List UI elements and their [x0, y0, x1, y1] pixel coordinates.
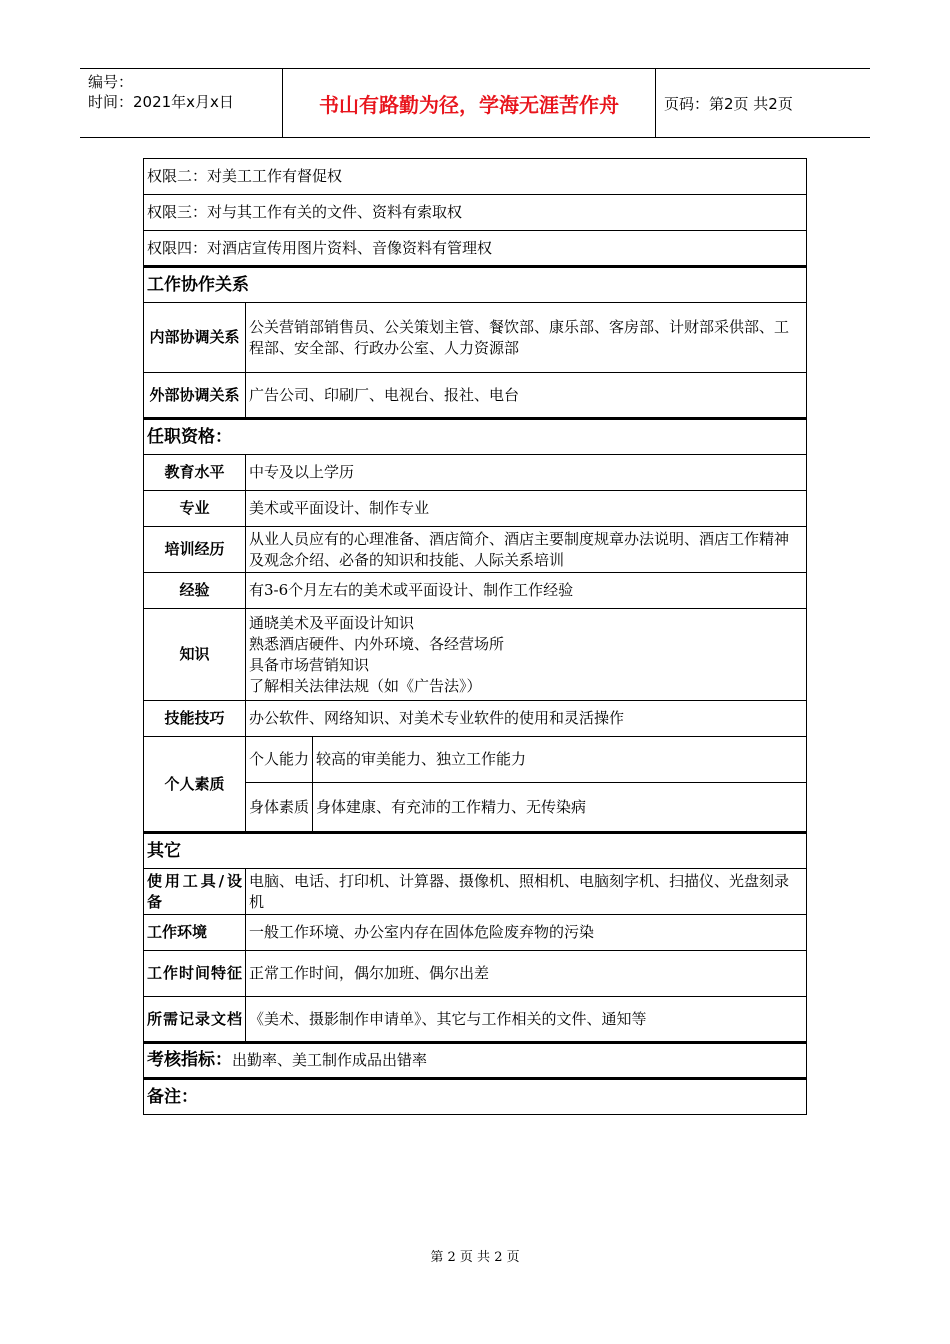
- knowledge-label: 知识: [144, 609, 246, 701]
- education-value: 中专及以上学历: [246, 455, 807, 491]
- header-slogan: 书山有路勤为径，学海无涯苦作舟: [283, 69, 656, 137]
- assessment-label: 考核指标：: [147, 1050, 232, 1070]
- training-label: 培训经历: [144, 527, 246, 573]
- physical-value: 身体建康、有充沛的工作精力、无传染病: [313, 783, 807, 833]
- work-time-value: 正常工作时间，偶尔加班、偶尔出差: [246, 951, 807, 997]
- job-description-table: [143, 158, 807, 1115]
- knowledge-line: 了解相关法律法规（如《广告法》）: [249, 676, 482, 695]
- skills-value: 办公软件、网络知识、对美术专业软件的使用和灵活操作: [246, 701, 807, 737]
- major-value: 美术或平面设计、制作专业: [246, 491, 807, 527]
- remarks-label: 备注：: [144, 1079, 807, 1115]
- page-footer: 第 2 页 共 2 页: [430, 1250, 520, 1265]
- knowledge-line: 通晓美术及平面设计知识: [249, 613, 415, 632]
- document-number: 编号：: [88, 73, 134, 91]
- records-value: 《美术、摄影制作申请单》、其它与工作相关的文件、通知等: [246, 997, 807, 1043]
- training-value: 从业人员应有的心理准备、酒店简介、酒店主要制度规章办法说明、酒店工作精神及观念介绍、必备的知识和技能、人际关系培训: [246, 527, 807, 573]
- ability-value: 较高的审美能力、独立工作能力: [313, 737, 807, 783]
- permission-3: 权限三：对与其工作有关的文件、资料有索取权: [144, 195, 807, 231]
- tools-label: 使用工具/设备: [144, 869, 246, 915]
- document-time: 时间：2021年x月x日: [88, 93, 234, 111]
- knowledge-line: 具备市场营销知识: [249, 655, 370, 674]
- knowledge-value: [246, 609, 807, 701]
- ability-label: 个人能力: [246, 737, 313, 783]
- work-env-value: 一般工作环境、办公室内存在固体危险废弃物的污染: [246, 915, 807, 951]
- cooperation-title: 工作协作关系: [144, 267, 807, 303]
- internal-coordination-label: 内部协调关系: [144, 303, 246, 373]
- work-env-label: 工作环境: [144, 915, 246, 951]
- qualifications-title: 任职资格：: [144, 419, 807, 455]
- work-time-label: 工作时间特征: [144, 951, 246, 997]
- external-coordination-label: 外部协调关系: [144, 373, 246, 419]
- tools-value: 电脑、电话、打印机、计算器、摄像机、照相机、电脑刻字机、扫描仪、光盘刻录机: [246, 869, 807, 915]
- external-coordination-value: 广告公司、印刷厂、电视台、报社、电台: [246, 373, 807, 419]
- experience-label: 经验: [144, 573, 246, 609]
- major-label: 专业: [144, 491, 246, 527]
- internal-coordination-value: 公关营销部销售员、公关策划主管、餐饮部、康乐部、客房部、计财部采供部、工程部、安全部、行政办公室、人力资源部: [246, 303, 807, 373]
- education-label: 教育水平: [144, 455, 246, 491]
- assessment-row: [144, 1043, 807, 1079]
- skills-label: 技能技巧: [144, 701, 246, 737]
- permission-4: 权限四：对酒店宣传用图片资料、音像资料有管理权: [144, 231, 807, 267]
- physical-label: 身体素质: [246, 783, 313, 833]
- header-page-info: 页码：第2页 共2页: [664, 94, 793, 113]
- knowledge-line: 熟悉酒店硬件、内外环境、各经营场所: [249, 634, 505, 653]
- experience-value: 有3-6个月左右的美术或平面设计、制作工作经验: [246, 573, 807, 609]
- records-label: 所需记录文档: [144, 997, 246, 1043]
- other-title: 其它: [144, 833, 807, 869]
- personal-quality-label: 个人素质: [144, 737, 246, 833]
- page-header: [80, 68, 870, 138]
- permission-2: 权限二：对美工工作有督促权: [144, 159, 807, 195]
- header-meta: [80, 69, 283, 137]
- assessment-value: 出勤率、美工制作成品出错率: [232, 1051, 428, 1069]
